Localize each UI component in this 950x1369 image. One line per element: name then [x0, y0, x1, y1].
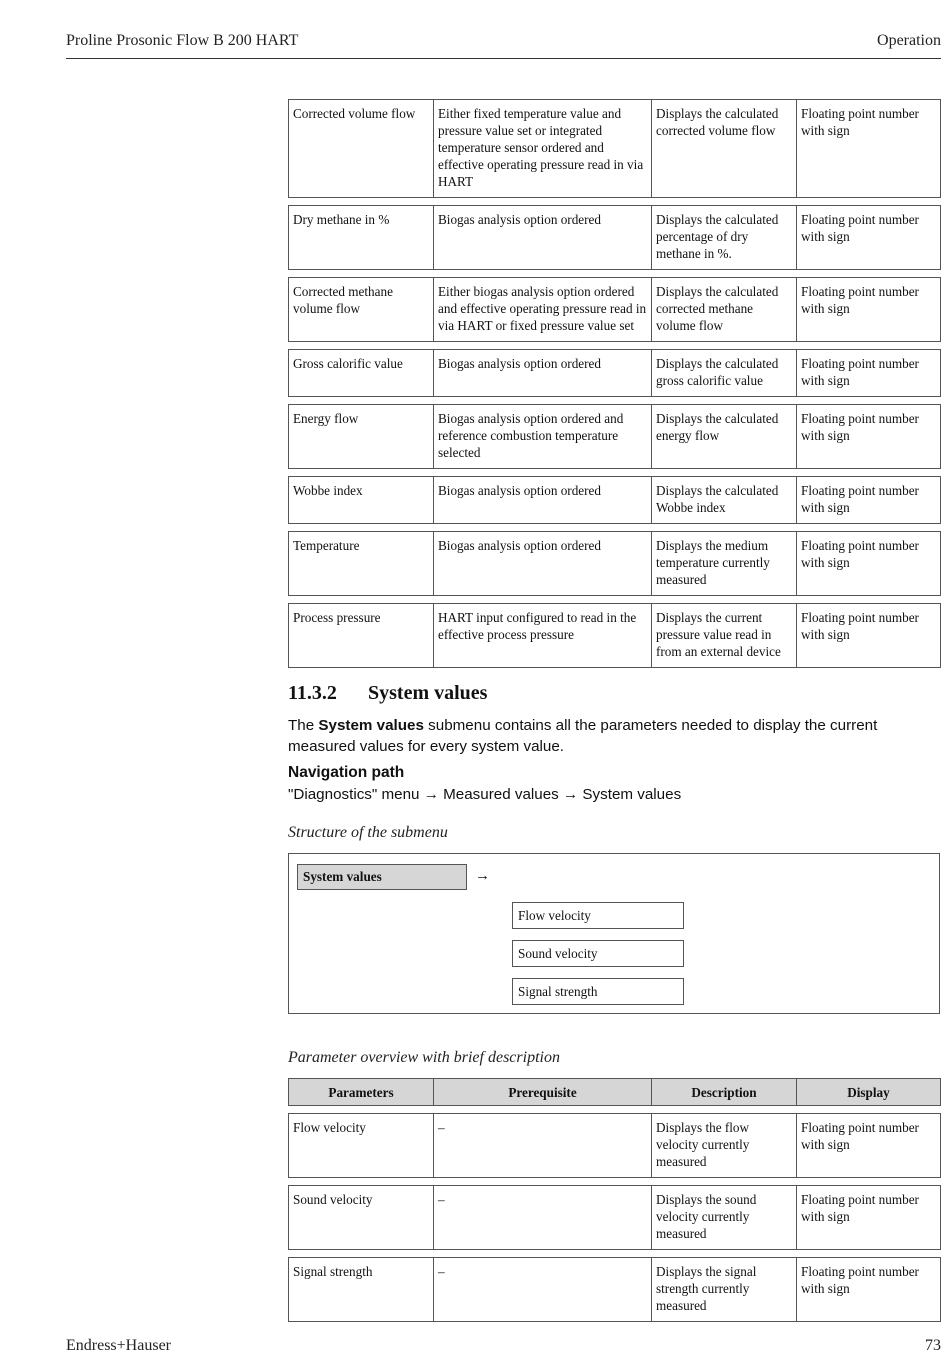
page-number: 73 [925, 1337, 941, 1354]
description-cell: Displays the medium temperature currently measured [651, 531, 796, 596]
section-number: 11.3.2 [288, 682, 337, 704]
display-cell: Floating point number with sign [796, 205, 941, 270]
prerequisite-cell: – [433, 1113, 651, 1178]
display-cell: Floating point number with sign [796, 476, 941, 524]
description-cell: Displays the calculated gross calorific value [651, 349, 796, 397]
prerequisite-cell: Either fixed temperature value and pressure value set or integrated temperature sensor ordered and effective operating pressure read in via HART [433, 99, 651, 198]
display-cell: Floating point number with sign [796, 1113, 941, 1178]
description-cell: Displays the signal strength currently measured [651, 1257, 796, 1322]
description-cell: Displays the calculated corrected volume flow [651, 99, 796, 198]
display-cell: Floating point number with sign [796, 603, 941, 668]
document-title: Proline Prosonic Flow B 200 HART [66, 32, 299, 49]
table-row [288, 1257, 941, 1322]
navigation-path: "Diagnostics" menu → Measured values → System values [288, 786, 682, 803]
prerequisite-cell: Either biogas analysis option ordered and effective operating pressure read in via HART or fixed pressure value set [433, 277, 651, 342]
table-row [288, 1185, 941, 1250]
section-title: System values [368, 682, 488, 704]
table-header-row [288, 1078, 941, 1106]
table-row [288, 531, 941, 596]
parameter-cell: Flow velocity [288, 1113, 433, 1178]
parameter-overview-table [288, 1078, 941, 1322]
prerequisite-cell: Biogas analysis option ordered [433, 349, 651, 397]
display-cell: Floating point number with sign [796, 1185, 941, 1250]
description-cell: Displays the flow velocity currently measured [651, 1113, 796, 1178]
parameter-cell: Dry methane in % [288, 205, 433, 270]
prerequisite-cell: Biogas analysis option ordered [433, 205, 651, 270]
parameter-cell: Gross calorific value [288, 349, 433, 397]
table-row [288, 205, 941, 270]
submenu-item-sound-velocity: Sound velocity [512, 940, 684, 967]
column-header: Prerequisite [433, 1078, 651, 1106]
description-cell: Displays the current pressure value read in from an external device [651, 603, 796, 668]
section-intro: The System values submenu contains all the parameters needed to display the current measured values for every system value. [288, 717, 878, 755]
table-row [288, 404, 941, 469]
parameter-cell: Energy flow [288, 404, 433, 469]
submenu-item-signal-strength: Signal strength [512, 978, 684, 1005]
prerequisite-cell: Biogas analysis option ordered [433, 531, 651, 596]
table-row [288, 476, 941, 524]
header-divider [66, 58, 941, 59]
brand-name: Endress+Hauser [66, 1337, 171, 1354]
display-cell: Floating point number with sign [796, 277, 941, 342]
parameter-cell: Temperature [288, 531, 433, 596]
description-cell: Displays the calculated energy flow [651, 404, 796, 469]
prerequisite-cell: Biogas analysis option ordered [433, 476, 651, 524]
display-cell: Floating point number with sign [796, 531, 941, 596]
description-cell: Displays the sound velocity currently measured [651, 1185, 796, 1250]
parameter-cell: Corrected volume flow [288, 99, 433, 198]
display-cell: Floating point number with sign [796, 349, 941, 397]
display-cell: Floating point number with sign [796, 99, 941, 198]
submenu-root-box: System values [297, 864, 467, 890]
overview-caption: Parameter overview with brief description [288, 1049, 560, 1066]
parameter-cell: Corrected methane volume flow [288, 277, 433, 342]
parameter-cell: Wobbe index [288, 476, 433, 524]
column-header: Display [796, 1078, 941, 1106]
table-row [288, 277, 941, 342]
prerequisite-cell: – [433, 1257, 651, 1322]
parameter-cell: Sound velocity [288, 1185, 433, 1250]
column-header: Parameters [288, 1078, 433, 1106]
prerequisite-cell: Biogas analysis option ordered and reference combustion temperature selected [433, 404, 651, 469]
structure-caption: Structure of the submenu [288, 824, 448, 841]
measured-values-table [288, 99, 941, 668]
arrow-right-icon: → [475, 868, 490, 884]
table-row [288, 349, 941, 397]
parameter-cell: Process pressure [288, 603, 433, 668]
display-cell: Floating point number with sign [796, 404, 941, 469]
submenu-item-flow-velocity: Flow velocity [512, 902, 684, 929]
submenu-name: System values [318, 717, 424, 734]
prerequisite-cell: – [433, 1185, 651, 1250]
prerequisite-cell: HART input configured to read in the effective process pressure [433, 603, 651, 668]
section-heading [288, 682, 487, 705]
table-row [288, 99, 941, 198]
column-header: Description [651, 1078, 796, 1106]
chapter-label: Operation [877, 32, 941, 49]
description-cell: Displays the calculated percentage of dry methane in %. [651, 205, 796, 270]
description-cell: Displays the calculated corrected methane volume flow [651, 277, 796, 342]
table-row [288, 603, 941, 668]
submenu-structure-diagram [288, 853, 940, 1014]
table-row [288, 1113, 941, 1178]
description-cell: Displays the calculated Wobbe index [651, 476, 796, 524]
display-cell: Floating point number with sign [796, 1257, 941, 1322]
parameter-cell: Signal strength [288, 1257, 433, 1322]
navigation-path-heading: Navigation path [288, 764, 405, 781]
